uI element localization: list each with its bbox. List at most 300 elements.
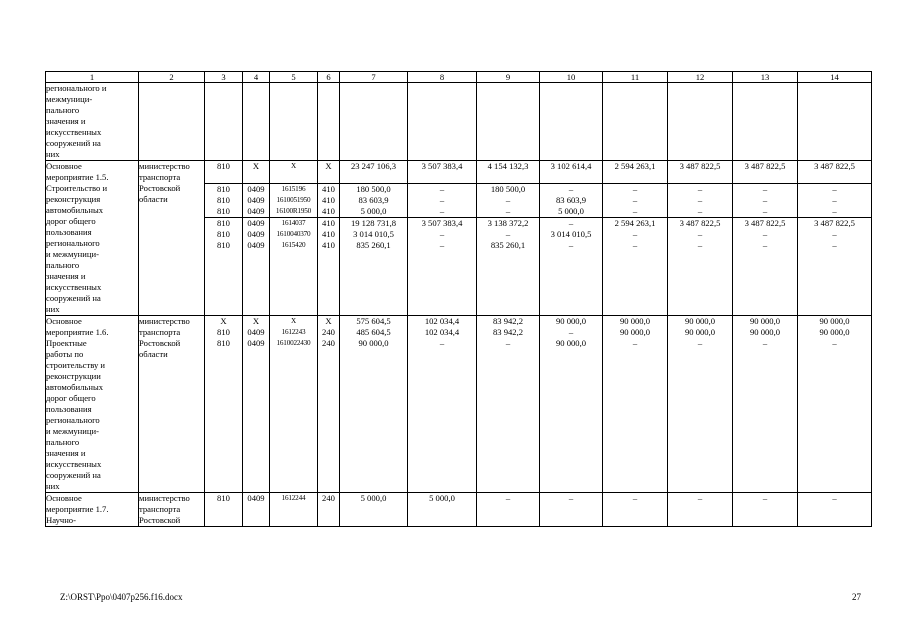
- value: –: [697, 229, 703, 239]
- activity-name-line: мероприятие 1.6.: [46, 327, 109, 337]
- value-line: [318, 195, 339, 206]
- value: 1610051950: [276, 196, 311, 204]
- value-line: [243, 493, 269, 504]
- column-number: 4: [243, 72, 270, 83]
- value: 410: [322, 195, 335, 205]
- line-group: [270, 217, 317, 251]
- value: 485 604,5: [356, 327, 391, 337]
- value-cell: [318, 83, 340, 161]
- line-group: [243, 161, 269, 183]
- value-line: [205, 184, 242, 196]
- value: 90 000,0: [555, 316, 587, 326]
- value-line: [603, 172, 667, 183]
- value-line: [408, 229, 476, 240]
- value-line: [477, 195, 539, 206]
- value-line: [408, 327, 476, 338]
- value-line: [603, 493, 667, 504]
- value-line: [798, 229, 871, 240]
- value: 90 000,0: [358, 338, 389, 348]
- value: 3 014 010,5: [353, 229, 394, 239]
- activity-name-line: сооружений на: [46, 470, 101, 480]
- value-cell: [540, 161, 603, 316]
- value-line: [603, 184, 667, 196]
- value: 3 507 383,4: [421, 161, 463, 171]
- executor-line: министерство: [139, 161, 190, 171]
- activity-name-cell: [46, 161, 139, 316]
- activity-name-line: регионального и: [46, 83, 107, 93]
- line-group: [540, 217, 602, 251]
- value-cell: [798, 83, 872, 161]
- value-line: [408, 316, 476, 327]
- value-line: [603, 195, 667, 206]
- activity-name-line: сооружений на: [46, 138, 101, 148]
- value-line: [798, 316, 871, 327]
- line-group: [408, 217, 476, 251]
- executor-line: министерство: [139, 493, 190, 503]
- activity-name-line: мероприятие 1.7.: [46, 504, 109, 514]
- value: 810: [217, 327, 230, 337]
- value-line: [243, 172, 269, 183]
- value: –: [439, 184, 445, 194]
- value: 410: [322, 218, 335, 228]
- value-line: [318, 493, 339, 504]
- activity-name-line: автомобильных: [46, 205, 104, 215]
- value-line: [270, 184, 317, 196]
- value: 0409: [247, 195, 265, 205]
- value-cell: [270, 493, 318, 527]
- activity-name-line: пального: [46, 105, 80, 115]
- table-row: [46, 161, 872, 316]
- column-number: 1: [46, 72, 139, 83]
- value-line: [603, 240, 667, 251]
- activity-name-line: Проектные: [46, 338, 87, 348]
- value-line: [603, 206, 667, 217]
- value: 83 942,2: [492, 327, 524, 337]
- value-line: [243, 161, 269, 172]
- value-cell: [205, 493, 243, 527]
- activity-name-line: межмуници-: [46, 94, 93, 104]
- line-group: [270, 316, 317, 349]
- line-group: [205, 183, 242, 217]
- value: 90 000,0: [749, 327, 781, 337]
- value-line: [270, 327, 317, 338]
- value: 90 000,0: [819, 316, 850, 326]
- value-line: [270, 206, 317, 217]
- value-line: [540, 206, 602, 217]
- value: [408, 172, 476, 183]
- value: –: [632, 493, 638, 503]
- value-line: [270, 240, 317, 251]
- line-group: [408, 493, 476, 504]
- executor-cell: [139, 316, 205, 493]
- value-cell: [243, 161, 270, 316]
- value-line: [408, 338, 476, 349]
- value-cell: [270, 161, 318, 316]
- value: 810: [217, 229, 230, 239]
- value: 410: [322, 229, 335, 239]
- line-group: [243, 493, 269, 504]
- value-line: [540, 161, 602, 172]
- line-group: [318, 316, 339, 349]
- value: 1612243: [281, 328, 306, 336]
- value-line: [205, 206, 242, 217]
- value-line: [205, 338, 242, 349]
- value: 3 487 822,5: [744, 161, 786, 171]
- value-line: [798, 338, 871, 349]
- value: 810: [217, 206, 230, 216]
- value: [318, 172, 339, 183]
- activity-name-cell: [46, 83, 139, 161]
- value: –: [505, 195, 511, 205]
- value: –: [505, 493, 511, 503]
- value: 102 034,4: [424, 316, 460, 326]
- value-line: [408, 172, 476, 183]
- value: 1610040370: [276, 230, 311, 238]
- activity-name-line: сооружений на: [46, 293, 101, 303]
- activity-name-line: искусственных: [46, 127, 102, 137]
- value-line: [340, 184, 407, 196]
- column-number: 3: [205, 72, 243, 83]
- line-group: [408, 316, 476, 349]
- value-line: [603, 327, 667, 338]
- column-number: 6: [318, 72, 340, 83]
- executor-line: области: [139, 349, 168, 359]
- value: 810: [217, 161, 230, 171]
- value: 3 487 822,5: [679, 161, 721, 171]
- value: 1610022430: [276, 339, 311, 347]
- line-group: [798, 493, 871, 526]
- line-group: [540, 316, 602, 349]
- executor-line: Ростовской: [139, 338, 181, 348]
- value: –: [762, 493, 768, 503]
- value: 575 604,5: [356, 316, 391, 326]
- line-group: [603, 493, 667, 504]
- value: –: [505, 338, 511, 348]
- value: 810: [217, 184, 230, 194]
- value-line: [733, 493, 797, 504]
- value-line: [318, 338, 339, 349]
- activity-name-line: значения и: [46, 271, 86, 281]
- line-group: [798, 316, 871, 349]
- value: –: [697, 338, 703, 348]
- value: Х: [252, 316, 260, 326]
- value-cell: [340, 316, 408, 493]
- line-group: [243, 316, 269, 349]
- value-cell: [668, 316, 733, 493]
- column-number: 13: [733, 72, 798, 83]
- value: Х: [325, 161, 332, 171]
- line-group: [733, 493, 797, 504]
- value: –: [832, 338, 837, 348]
- value: –: [762, 229, 768, 239]
- activity-name-line: дорог общего: [46, 393, 96, 403]
- value: 90 000,0: [749, 316, 781, 326]
- value: 240: [322, 493, 335, 503]
- column-number: 12: [668, 72, 733, 83]
- value: 410: [322, 184, 335, 194]
- value-line: [205, 493, 242, 504]
- value: –: [762, 184, 768, 194]
- executor-line: области: [139, 194, 168, 204]
- line-group: [733, 183, 797, 217]
- value-line: [668, 316, 732, 327]
- value-line: [270, 195, 317, 206]
- value-line: [243, 229, 269, 240]
- line-group: [270, 493, 317, 504]
- activity-name-line: Основное: [46, 493, 82, 503]
- value-line: [798, 172, 871, 183]
- value-line: [477, 316, 539, 327]
- value: –: [832, 493, 837, 503]
- value-cell: [340, 83, 408, 161]
- value: 3 487 822,5: [814, 161, 855, 171]
- value-line: [408, 206, 476, 217]
- value-line: [540, 338, 602, 349]
- value: –: [832, 195, 837, 205]
- value-cell: [205, 316, 243, 493]
- value: 1615196: [281, 185, 306, 193]
- value: –: [632, 240, 638, 250]
- footer-file-path: Z:\ORST\Ppo\0407p256.f16.docx: [60, 592, 183, 602]
- line-group: [603, 316, 667, 349]
- activity-name-line: и межмуници-: [46, 426, 99, 436]
- activity-name-line: автомобильных: [46, 382, 104, 392]
- value-line: [340, 493, 407, 504]
- value-line: [340, 327, 407, 338]
- value-line: [668, 240, 732, 251]
- value-line: [318, 206, 339, 217]
- value-line: [668, 206, 732, 217]
- value: 19 128 731,8: [350, 218, 397, 228]
- activity-name-line: Научно-: [46, 515, 76, 525]
- value-line: [798, 184, 871, 196]
- value-line: [540, 218, 602, 230]
- value: [540, 172, 602, 183]
- value-line: [540, 229, 602, 240]
- value: 2 594 263,1: [614, 161, 656, 171]
- activity-name-line: пользования: [46, 227, 92, 237]
- value-line: [603, 229, 667, 240]
- value: –: [762, 338, 768, 348]
- value: –: [697, 240, 703, 250]
- line-group: [270, 161, 317, 183]
- value: –: [439, 195, 445, 205]
- value-line: [798, 327, 871, 338]
- activity-name-line: и межмуници-: [46, 249, 99, 259]
- value-line: [477, 327, 539, 338]
- value: –: [632, 229, 638, 239]
- value-line: [733, 327, 797, 338]
- value: –: [697, 206, 703, 216]
- value-line: [318, 327, 339, 338]
- value-line: [477, 161, 539, 172]
- activity-name-cell: [46, 493, 139, 527]
- value-cell: [477, 493, 540, 527]
- line-group: [798, 161, 871, 183]
- value-line: [205, 229, 242, 240]
- value-line: [540, 327, 602, 338]
- value: 102 034,4: [424, 327, 460, 337]
- line-group: [603, 183, 667, 217]
- value-cell: [733, 161, 798, 316]
- line-group: [205, 493, 242, 504]
- line-group: [318, 493, 339, 504]
- activity-name-line: пального: [46, 437, 80, 447]
- value-line: [243, 327, 269, 338]
- value-line: [270, 161, 317, 172]
- value-line: [668, 327, 732, 338]
- value: –: [697, 184, 703, 194]
- value-line: [205, 195, 242, 206]
- value: –: [568, 327, 574, 337]
- value-line: [668, 218, 732, 230]
- value-line: [243, 184, 269, 196]
- value-line: [408, 184, 476, 196]
- value: 90 000,0: [684, 316, 716, 326]
- value: 0409: [247, 218, 265, 228]
- line-group: [243, 183, 269, 217]
- value-line: [205, 218, 242, 230]
- column-number: 14: [798, 72, 872, 83]
- column-number: 5: [270, 72, 318, 83]
- activity-name-line: мероприятие 1.5.: [46, 172, 109, 182]
- column-number: 2: [139, 72, 205, 83]
- value-line: [733, 240, 797, 251]
- line-group: [477, 183, 539, 217]
- value-line: [798, 206, 871, 217]
- value-cell: [603, 83, 668, 161]
- value-line: [408, 493, 476, 504]
- value: 5 000,0: [558, 206, 584, 216]
- value: [243, 172, 269, 183]
- value: 180 500,0: [356, 184, 391, 194]
- value: –: [632, 184, 638, 194]
- activity-name-line: искусственных: [46, 459, 102, 469]
- value: –: [632, 338, 638, 348]
- value-line: [340, 240, 407, 251]
- value-line: [340, 229, 407, 240]
- activity-name-line: реконструкция: [46, 194, 101, 204]
- value: Х: [252, 161, 260, 171]
- value-line: [318, 218, 339, 230]
- value: 810: [217, 195, 230, 205]
- value-cell: [477, 316, 540, 493]
- line-group: [540, 493, 602, 504]
- activity-name-line: значения и: [46, 116, 86, 126]
- value: [477, 172, 539, 183]
- value-cell: [243, 493, 270, 527]
- value-line: [733, 172, 797, 183]
- column-number: 10: [540, 72, 603, 83]
- value-line: [668, 195, 732, 206]
- value-line: [798, 218, 871, 230]
- value-line: [318, 240, 339, 251]
- value: 3 014 010,5: [550, 229, 592, 239]
- value: –: [439, 229, 445, 239]
- value-line: [477, 338, 539, 349]
- value-line: [477, 240, 539, 251]
- line-group: [540, 183, 602, 217]
- value-line: [243, 195, 269, 206]
- value: 5 000,0: [360, 206, 387, 216]
- value-cell: [340, 493, 408, 527]
- value-line: [318, 316, 339, 327]
- value-line: [603, 161, 667, 172]
- value-cell: [205, 83, 243, 161]
- value: 4 154 132,3: [487, 161, 529, 171]
- value-line: [668, 493, 732, 504]
- value-cell: [408, 316, 477, 493]
- value: 1615420: [281, 241, 306, 249]
- value: 83 603,9: [358, 195, 389, 205]
- value: 90 000,0: [555, 338, 587, 348]
- value: 0409: [247, 184, 265, 194]
- value: 835 260,1: [490, 240, 526, 250]
- value-cell: [243, 83, 270, 161]
- executor-cell: [139, 161, 205, 316]
- value-cell: [540, 83, 603, 161]
- executor-line: Ростовской: [139, 515, 181, 525]
- line-group: [668, 183, 732, 217]
- value: Х: [291, 317, 296, 325]
- value-line: [243, 338, 269, 349]
- line-group: [270, 183, 317, 217]
- value: 3 102 614,4: [550, 161, 592, 171]
- value-line: [270, 229, 317, 240]
- value: 0409: [247, 206, 265, 216]
- value: 180 500,0: [490, 184, 526, 194]
- value-line: [270, 172, 317, 183]
- value: 810: [217, 338, 230, 348]
- column-number: 8: [408, 72, 477, 83]
- value-line: [205, 327, 242, 338]
- value: Х: [291, 162, 296, 170]
- value-line: [733, 161, 797, 172]
- value-line: [340, 195, 407, 206]
- activity-name-line: искусственных: [46, 282, 102, 292]
- value: 90 000,0: [619, 327, 651, 337]
- value: [270, 172, 317, 183]
- activity-name-line: Строительство и: [46, 183, 108, 193]
- value-line: [340, 206, 407, 217]
- value: 3 487 822,5: [679, 218, 721, 228]
- value-line: [477, 184, 539, 196]
- value-line: [540, 316, 602, 327]
- value: –: [568, 184, 574, 194]
- value: 90 000,0: [819, 327, 850, 337]
- line-group: [668, 161, 732, 183]
- value: 90 000,0: [619, 316, 651, 326]
- executor-line: Ростовской: [139, 183, 181, 193]
- budget-table: [45, 71, 872, 527]
- value: –: [439, 240, 445, 250]
- value-cell: [408, 161, 477, 316]
- line-group: [205, 316, 242, 349]
- value-line: [408, 195, 476, 206]
- activity-name-line: пального: [46, 260, 80, 270]
- value: –: [697, 493, 703, 503]
- value-line: [540, 172, 602, 183]
- value: –: [832, 206, 837, 216]
- table-row: [46, 316, 872, 493]
- value: [798, 172, 871, 183]
- value: 90 000,0: [684, 327, 716, 337]
- line-group: [318, 217, 339, 251]
- value-line: [243, 206, 269, 217]
- executor-cell: [139, 493, 205, 527]
- value: 1612244: [281, 494, 306, 502]
- value-cell: [318, 316, 340, 493]
